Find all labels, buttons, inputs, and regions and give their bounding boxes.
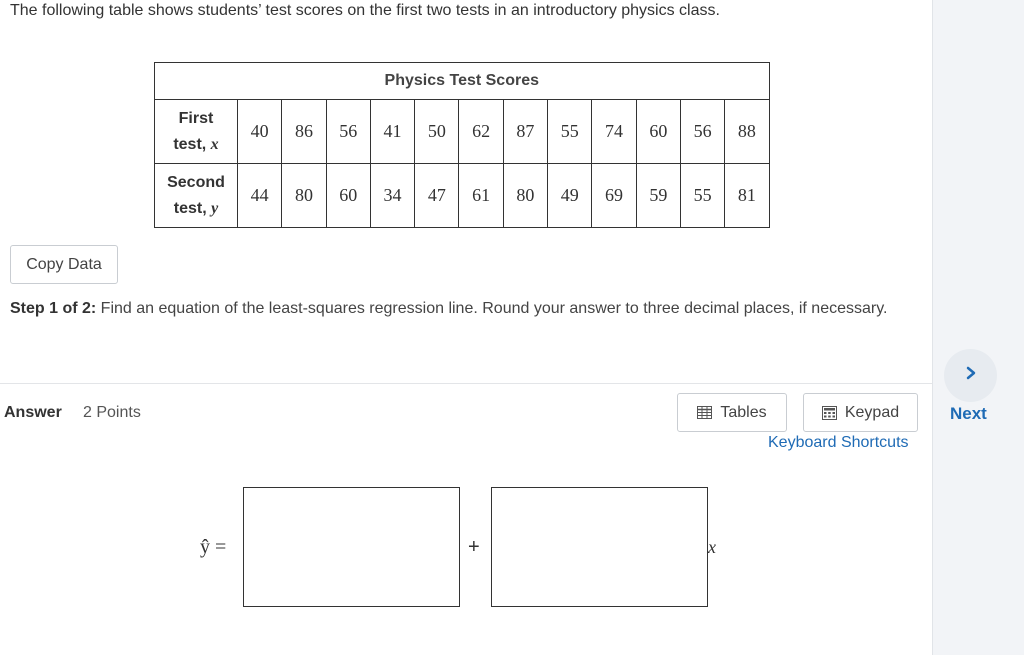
table-cell: 44 bbox=[238, 164, 282, 228]
table-cell: 62 bbox=[459, 100, 503, 164]
table-cell: 50 bbox=[415, 100, 459, 164]
intro-text: The following table shows students’ test scores on the first two tests in an introductory physics class. bbox=[10, 2, 720, 19]
y-hat-label: ŷ = bbox=[200, 536, 227, 558]
table-cell: 80 bbox=[503, 164, 547, 228]
row-header-line1: Second bbox=[167, 173, 225, 191]
row-header-line2: test, bbox=[173, 135, 211, 153]
points-label: 2 Points bbox=[83, 404, 141, 421]
table-cell: 60 bbox=[636, 100, 680, 164]
row-header-line1: First bbox=[178, 109, 214, 127]
section-divider bbox=[0, 383, 932, 384]
table-cell: 41 bbox=[370, 100, 414, 164]
table-cell: 56 bbox=[326, 100, 370, 164]
keypad-button-label: Keypad bbox=[844, 403, 900, 421]
table-cell: 86 bbox=[282, 100, 326, 164]
navigation-sidebar bbox=[932, 0, 1024, 655]
table-caption: Physics Test Scores bbox=[155, 63, 770, 100]
row-header-line2: test, bbox=[173, 199, 212, 217]
table-cell: 55 bbox=[680, 164, 724, 228]
scores-table bbox=[154, 62, 770, 228]
slope-answer-input[interactable] bbox=[243, 487, 460, 607]
table-cell: 74 bbox=[592, 100, 636, 164]
table-cell: 59 bbox=[636, 164, 680, 228]
keypad-button[interactable] bbox=[803, 393, 918, 432]
row-header-second-test bbox=[155, 164, 238, 228]
tables-button-label: Tables bbox=[720, 403, 767, 421]
table-cell: 69 bbox=[592, 164, 636, 228]
table-cell: 56 bbox=[680, 100, 724, 164]
intercept-answer-input[interactable] bbox=[491, 487, 708, 607]
table-cell: 61 bbox=[459, 164, 503, 228]
x-variable: x bbox=[708, 537, 716, 557]
keypad-icon bbox=[822, 406, 837, 420]
row-header-first-test bbox=[155, 100, 238, 164]
next-arrow-button[interactable] bbox=[944, 349, 997, 402]
table-cell: 60 bbox=[326, 164, 370, 228]
table-cell: 49 bbox=[548, 164, 592, 228]
table-cell: 81 bbox=[725, 164, 769, 228]
table-row-second-test bbox=[155, 164, 770, 228]
table-cell: 87 bbox=[503, 100, 547, 164]
row-header-var: y bbox=[211, 199, 219, 217]
table-cell: 34 bbox=[370, 164, 414, 228]
copy-data-button[interactable]: Copy Data bbox=[10, 245, 118, 284]
table-cell: 88 bbox=[725, 100, 769, 164]
step-instructions bbox=[10, 297, 890, 320]
keyboard-shortcuts-link[interactable]: Keyboard Shortcuts bbox=[768, 434, 909, 451]
step-text: Find an equation of the least-squares regression line. Round your answer to three decimal places, if necessary. bbox=[96, 300, 888, 317]
table-icon bbox=[697, 406, 712, 419]
answer-label: Answer bbox=[4, 404, 62, 421]
next-button-label[interactable]: Next bbox=[950, 404, 987, 423]
table-cell: 47 bbox=[415, 164, 459, 228]
table-cell: 40 bbox=[238, 100, 282, 164]
step-prefix: Step 1 of 2: bbox=[10, 300, 97, 317]
tables-button[interactable] bbox=[677, 393, 787, 432]
table-cell: 55 bbox=[548, 100, 592, 164]
row-header-var: x bbox=[210, 135, 219, 153]
chevron-right-icon bbox=[965, 366, 977, 385]
plus-sign: + bbox=[468, 536, 480, 558]
table-cell: 80 bbox=[282, 164, 326, 228]
table-row-first-test bbox=[155, 100, 770, 164]
